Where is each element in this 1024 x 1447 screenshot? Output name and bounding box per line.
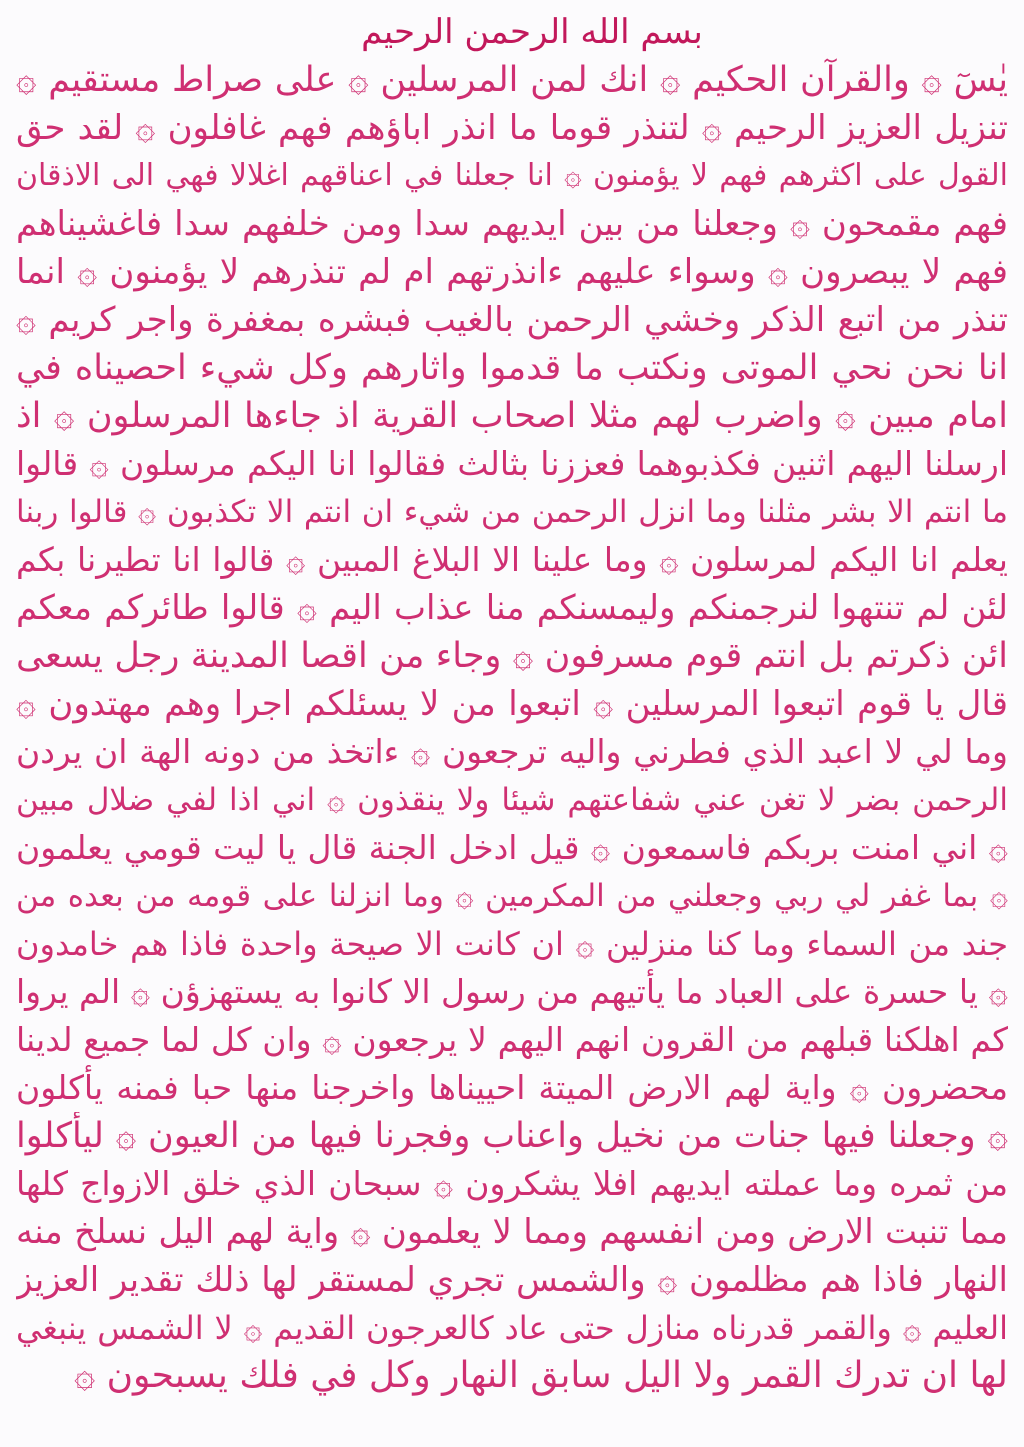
verse-line: ۞ اني امنت بربكم فاسمعون ۞ قيل ادخل الجنة قال يا ليت قومي يعلمون (16, 828, 1008, 867)
verse-line: ۞ وجعلنا فيها جنات من نخيل واعناب وفجرنا فيها من العيون ۞ ليأكلوا (16, 1116, 1008, 1156)
verse-line: ما انتم الا بشر مثلنا وما انزل الرحمن من شيء ان انتم الا تكذبون ۞ قالوا ربنا (16, 494, 1008, 530)
verse-block (16, 56, 1008, 1400)
bismillah-heading: بسم الله الرحمن الرحيم (361, 12, 703, 52)
verse-line: جند من السماء وما كنا منزلين ۞ ان كانت الا صيحة واحدة فاذا هم خامدون (16, 925, 1008, 963)
verse-line: العليم ۞ والقمر قدرناه منازل حتى عاد كالعرجون القديم ۞ لا الشمس ينبغي (16, 1309, 1008, 1347)
verse-line: ارسلنا اليهم اثنين فكذبوهما فعززنا بثالث فقالوا انا اليكم مرسلون ۞ قالوا (16, 444, 1008, 483)
verse-line: ائن ذكرتم بل انتم قوم مسرفون ۞ وجاء من اقصا المدينة رجل يسعى (16, 636, 1008, 676)
verse-line: القول على اكثرهم فهم لا يؤمنون ۞ انا جعلنا في اعناقهم اغلالا فهي الى الاذقان (16, 158, 1008, 193)
verse-line: قال يا قوم اتبعوا المرسلين ۞ اتبعوا من لا يسئلكم اجرا وهم مهتدون ۞ (16, 684, 1008, 724)
verse-line: انا نحن نحي الموتى ونكتب ما قدموا واثارهم وكل شيء احصيناه في (16, 348, 1008, 388)
verse-line: كم اهلكنا قبلهم من القرون انهم اليهم لا يرجعون ۞ وان كل لما جميع لدينا (16, 1020, 1008, 1059)
verse-line: محضرون ۞ واية لهم الارض الميتة احييناها واخرجنا منها حبا فمنه يأكلون (16, 1068, 1008, 1107)
verse-line: ۞ بما غفر لي ربي وجعلني من المكرمين ۞ وما انزلنا على قومه من بعده من (16, 878, 1008, 914)
verse-line: وما لي لا اعبد الذي فطرني واليه ترجعون ۞ ءاتخذ من دونه الهة ان يردن (16, 732, 1008, 771)
verse-line: امام مبين ۞ واضرب لهم مثلا اصحاب القرية اذ جاءها المرسلون ۞ اذ (16, 396, 1008, 436)
verse-line: مما تنبت الارض ومن انفسهم ومما لا يعلمون ۞ واية لهم اليل نسلخ منه (16, 1212, 1008, 1252)
verse-line: فهم لا يبصرون ۞ وسواء عليهم ءانذرتهم ام لم تنذرهم لا يؤمنون ۞ انما (16, 252, 1008, 292)
verse-line: يٰسٓ ۞ والقرآن الحكيم ۞ انك لمن المرسلين ۞ على صراط مستقيم ۞ (16, 60, 1008, 100)
verse-line: لها ان تدرك القمر ولا اليل سابق النهار وكل في فلك يسبحون ۞ (74, 1355, 1008, 1396)
verse-line: النهار فاذا هم مظلمون ۞ والشمس تجري لمستقر لها ذلك تقدير العزيز (16, 1260, 1008, 1300)
verse-line: فهم مقمحون ۞ وجعلنا من بين ايديهم سدا ومن خلفهم سدا فاغشيناهم (16, 204, 1008, 244)
verse-line: تنذر من اتبع الذكر وخشي الرحمن بالغيب فبشره بمغفرة واجر كريم ۞ (16, 300, 1008, 340)
verse-line: من ثمره وما عملته ايديهم افلا يشكرون ۞ سبحان الذي خلق الازواج كلها (16, 1164, 1008, 1203)
verse-line: تنزيل العزيز الرحيم ۞ لتنذر قوما ما انذر اباؤهم فهم غافلون ۞ لقد حق (16, 108, 1008, 148)
verse-line: يعلم انا اليكم لمرسلون ۞ وما علينا الا البلاغ المبين ۞ قالوا انا تطيرنا بكم (16, 540, 1008, 579)
verse-line: ۞ يا حسرة على العباد ما يأتيهم من رسول الا كانوا به يستهزؤن ۞ الم يروا (16, 972, 1008, 1011)
verse-line: لئن لم تنتهوا لنرجمنكم وليمسنكم منا عذاب اليم ۞ قالوا طائركم معكم (16, 588, 1008, 628)
verse-line: الرحمن بضر لا تغن عني شفاعتهم شيئا ولا ينقذون ۞ اني اذا لفي ضلال مبين (16, 782, 1008, 818)
